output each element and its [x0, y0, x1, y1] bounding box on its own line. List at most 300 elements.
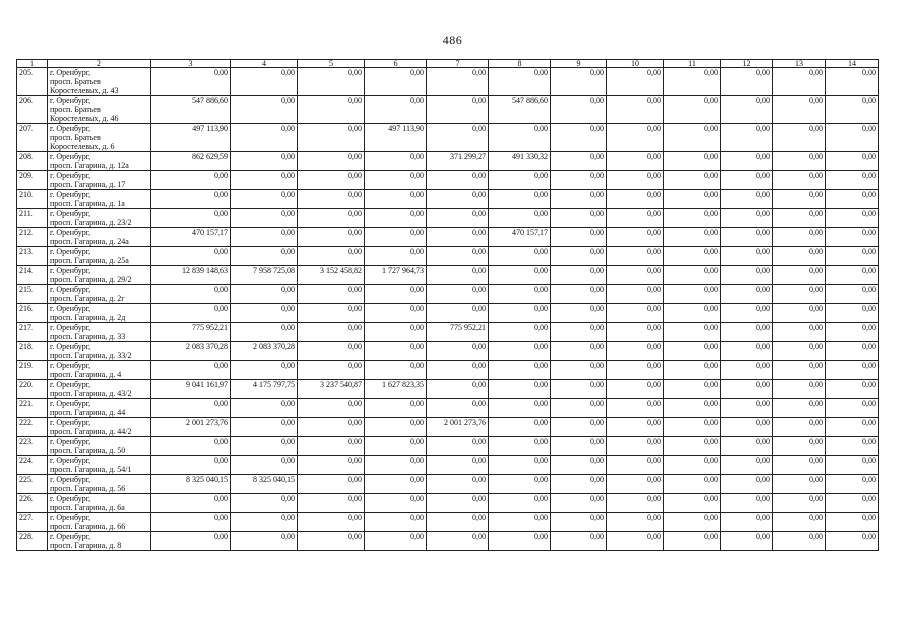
value-cell: 0,00 — [721, 418, 773, 437]
value-cell: 0,00 — [721, 323, 773, 342]
value-cell: 0,00 — [607, 323, 664, 342]
value-cell: 0,00 — [365, 456, 427, 475]
value-cell: 0,00 — [607, 342, 664, 361]
value-cell: 0,00 — [607, 304, 664, 323]
value-cell: 0,00 — [721, 380, 773, 399]
address-line: Коростелевых, д. 43 — [50, 86, 119, 95]
value-cell: 491 330,32 — [489, 152, 551, 171]
address-line: просп. Гагарина, д. 44 — [50, 408, 126, 417]
column-header: 3 — [151, 60, 231, 68]
value-cell: 0,00 — [231, 361, 298, 380]
table-row — [17, 304, 879, 323]
value-cell: 0,00 — [365, 494, 427, 513]
row-number: 206. — [17, 96, 48, 124]
value-cell: 0,00 — [826, 456, 879, 475]
value-cell: 0,00 — [427, 96, 489, 124]
value-cell: 0,00 — [826, 361, 879, 380]
value-cell: 0,00 — [551, 68, 607, 96]
value-cell: 0,00 — [365, 228, 427, 247]
address-cell — [48, 456, 151, 475]
value-cell: 0,00 — [298, 532, 365, 551]
table-row — [17, 532, 879, 551]
value-cell: 0,00 — [231, 124, 298, 152]
address-line: просп. Гагарина, д. 33/2 — [50, 351, 132, 360]
value-cell: 0,00 — [365, 304, 427, 323]
table-row — [17, 418, 879, 437]
address-line: г. Оренбург, — [50, 247, 91, 256]
value-cell: 0,00 — [231, 494, 298, 513]
value-cell: 0,00 — [365, 475, 427, 494]
value-cell: 0,00 — [489, 285, 551, 304]
row-number: 219. — [17, 361, 48, 380]
value-cell: 0,00 — [826, 171, 879, 190]
value-cell: 0,00 — [551, 494, 607, 513]
row-number: 222. — [17, 418, 48, 437]
value-cell: 0,00 — [826, 96, 879, 124]
address-line: просп. Гагарина, д. 6а — [50, 503, 125, 512]
row-number: 210. — [17, 190, 48, 209]
address-line: просп. Гагарина, д. 2г — [50, 294, 125, 303]
value-cell: 0,00 — [826, 152, 879, 171]
value-cell: 497 113,90 — [151, 124, 231, 152]
value-cell: 0,00 — [427, 513, 489, 532]
value-cell: 0,00 — [664, 247, 721, 266]
value-cell: 0,00 — [721, 304, 773, 323]
value-cell: 0,00 — [298, 190, 365, 209]
value-cell: 0,00 — [773, 361, 826, 380]
value-cell: 0,00 — [151, 437, 231, 456]
value-cell: 0,00 — [231, 323, 298, 342]
address-cell — [48, 266, 151, 285]
value-cell: 0,00 — [427, 190, 489, 209]
address-cell — [48, 532, 151, 551]
value-cell: 0,00 — [427, 171, 489, 190]
address-line: просп. Гагарина, д. 4 — [50, 370, 122, 379]
value-cell: 0,00 — [551, 456, 607, 475]
value-cell: 1 727 964,73 — [365, 266, 427, 285]
table-row — [17, 266, 879, 285]
address-line: г. Оренбург, — [50, 228, 91, 237]
address-line: г. Оренбург, — [50, 124, 91, 133]
value-cell: 0,00 — [664, 437, 721, 456]
address-line: г. Оренбург, — [50, 209, 91, 218]
value-cell: 0,00 — [773, 323, 826, 342]
value-cell: 0,00 — [231, 68, 298, 96]
value-cell: 0,00 — [664, 418, 721, 437]
row-number: 226. — [17, 494, 48, 513]
value-cell: 0,00 — [664, 494, 721, 513]
row-number: 211. — [17, 209, 48, 228]
value-cell: 0,00 — [489, 437, 551, 456]
value-cell: 775 952,21 — [427, 323, 489, 342]
value-cell: 0,00 — [826, 285, 879, 304]
value-cell: 0,00 — [151, 513, 231, 532]
value-cell: 0,00 — [721, 247, 773, 266]
address-cell — [48, 68, 151, 96]
address-line: г. Оренбург, — [50, 399, 91, 408]
value-cell: 0,00 — [551, 124, 607, 152]
value-cell: 0,00 — [365, 437, 427, 456]
address-line: Коростелевых, д. 46 — [50, 114, 119, 123]
value-cell: 0,00 — [664, 456, 721, 475]
value-cell: 0,00 — [826, 399, 879, 418]
address-cell — [48, 228, 151, 247]
value-cell: 0,00 — [551, 209, 607, 228]
address-line: г. Оренбург, — [50, 380, 91, 389]
value-cell: 0,00 — [826, 475, 879, 494]
value-cell: 0,00 — [365, 96, 427, 124]
row-number: 224. — [17, 456, 48, 475]
value-cell: 0,00 — [826, 418, 879, 437]
column-header: 2 — [48, 60, 151, 68]
address-line: г. Оренбург, — [50, 456, 91, 465]
value-cell: 0,00 — [607, 437, 664, 456]
value-cell: 0,00 — [721, 190, 773, 209]
value-cell: 0,00 — [664, 190, 721, 209]
value-cell: 0,00 — [607, 266, 664, 285]
address-line: г. Оренбург, — [50, 437, 91, 446]
value-cell: 0,00 — [298, 247, 365, 266]
value-cell: 0,00 — [427, 124, 489, 152]
value-cell: 0,00 — [298, 475, 365, 494]
value-cell: 0,00 — [427, 228, 489, 247]
address-line: г. Оренбург, — [50, 323, 91, 332]
value-cell: 0,00 — [489, 380, 551, 399]
value-cell: 0,00 — [551, 228, 607, 247]
value-cell: 2 083 370,28 — [151, 342, 231, 361]
value-cell: 0,00 — [664, 285, 721, 304]
value-cell: 0,00 — [607, 285, 664, 304]
address-line: просп. Гагарина, д. 50 — [50, 446, 126, 455]
address-line: г. Оренбург, — [50, 285, 91, 294]
row-number: 217. — [17, 323, 48, 342]
address-line: г. Оренбург, — [50, 266, 91, 275]
value-cell: 0,00 — [489, 342, 551, 361]
value-cell: 0,00 — [826, 228, 879, 247]
value-cell: 0,00 — [664, 513, 721, 532]
value-cell: 0,00 — [551, 304, 607, 323]
column-header: 9 — [551, 60, 607, 68]
address-line: просп. Братьев — [50, 133, 101, 142]
value-cell: 0,00 — [773, 266, 826, 285]
value-cell: 0,00 — [773, 209, 826, 228]
value-cell: 0,00 — [489, 494, 551, 513]
value-cell: 0,00 — [607, 209, 664, 228]
address-cell — [48, 152, 151, 171]
value-cell: 0,00 — [489, 399, 551, 418]
table-row — [17, 323, 879, 342]
table-row — [17, 437, 879, 456]
value-cell: 0,00 — [773, 247, 826, 266]
row-number: 215. — [17, 285, 48, 304]
value-cell: 0,00 — [826, 342, 879, 361]
value-cell: 0,00 — [773, 494, 826, 513]
address-cell — [48, 361, 151, 380]
address-cell — [48, 475, 151, 494]
address-line: г. Оренбург, — [50, 513, 91, 522]
value-cell: 0,00 — [826, 513, 879, 532]
address-cell — [48, 437, 151, 456]
value-cell: 0,00 — [231, 190, 298, 209]
value-cell: 0,00 — [773, 532, 826, 551]
value-cell: 0,00 — [664, 475, 721, 494]
value-cell: 0,00 — [721, 152, 773, 171]
value-cell: 0,00 — [298, 96, 365, 124]
value-cell: 0,00 — [427, 361, 489, 380]
address-cell — [48, 323, 151, 342]
value-cell: 0,00 — [773, 171, 826, 190]
address-cell — [48, 513, 151, 532]
value-cell: 0,00 — [489, 456, 551, 475]
address-line: просп. Гагарина, д. 12а — [50, 161, 129, 170]
address-line: г. Оренбург, — [50, 418, 91, 427]
value-cell: 0,00 — [664, 304, 721, 323]
value-cell: 0,00 — [365, 247, 427, 266]
value-cell: 0,00 — [721, 266, 773, 285]
value-cell: 0,00 — [365, 342, 427, 361]
address-line: просп. Гагарина, д. 2д — [50, 313, 126, 322]
value-cell: 0,00 — [664, 209, 721, 228]
value-cell: 0,00 — [427, 532, 489, 551]
value-cell: 0,00 — [151, 171, 231, 190]
value-cell: 0,00 — [427, 342, 489, 361]
value-cell: 0,00 — [607, 68, 664, 96]
value-cell: 0,00 — [664, 171, 721, 190]
value-cell: 497 113,90 — [365, 124, 427, 152]
value-cell: 775 952,21 — [151, 323, 231, 342]
column-header: 8 — [489, 60, 551, 68]
value-cell: 0,00 — [551, 247, 607, 266]
value-cell: 0,00 — [489, 361, 551, 380]
value-cell: 0,00 — [151, 532, 231, 551]
value-cell: 0,00 — [773, 152, 826, 171]
column-header: 12 — [721, 60, 773, 68]
row-number: 205. — [17, 68, 48, 96]
value-cell: 0,00 — [231, 437, 298, 456]
value-cell: 0,00 — [231, 247, 298, 266]
value-cell: 0,00 — [231, 456, 298, 475]
value-cell: 0,00 — [664, 380, 721, 399]
value-cell: 0,00 — [773, 399, 826, 418]
value-cell: 0,00 — [773, 475, 826, 494]
value-cell: 0,00 — [826, 323, 879, 342]
value-cell: 0,00 — [773, 304, 826, 323]
address-line: просп. Гагарина, д. 8 — [50, 541, 122, 550]
value-cell: 0,00 — [489, 323, 551, 342]
value-cell: 0,00 — [427, 68, 489, 96]
value-cell: 0,00 — [551, 513, 607, 532]
value-cell: 0,00 — [551, 361, 607, 380]
value-cell: 0,00 — [551, 152, 607, 171]
column-header: 10 — [607, 60, 664, 68]
column-header: 14 — [826, 60, 879, 68]
value-cell: 0,00 — [427, 399, 489, 418]
value-cell: 0,00 — [721, 228, 773, 247]
value-cell: 0,00 — [607, 228, 664, 247]
value-cell: 0,00 — [298, 228, 365, 247]
value-cell: 0,00 — [365, 532, 427, 551]
value-cell: 0,00 — [826, 380, 879, 399]
value-cell: 0,00 — [231, 532, 298, 551]
value-cell: 0,00 — [664, 228, 721, 247]
value-cell: 0,00 — [298, 342, 365, 361]
value-cell: 0,00 — [664, 361, 721, 380]
address-cell — [48, 494, 151, 513]
row-number: 225. — [17, 475, 48, 494]
address-line: г. Оренбург, — [50, 68, 91, 77]
value-cell: 0,00 — [298, 152, 365, 171]
value-cell: 8 325 040,15 — [231, 475, 298, 494]
address-line: просп. Гагарина, д. 43/2 — [50, 389, 132, 398]
data-table — [16, 59, 879, 551]
value-cell: 0,00 — [231, 513, 298, 532]
value-cell: 0,00 — [664, 152, 721, 171]
table-row — [17, 171, 879, 190]
value-cell: 0,00 — [721, 68, 773, 96]
value-cell: 0,00 — [773, 437, 826, 456]
value-cell: 0,00 — [298, 304, 365, 323]
address-line: г. Оренбург, — [50, 190, 91, 199]
value-cell: 3 237 540,87 — [298, 380, 365, 399]
value-cell: 0,00 — [664, 124, 721, 152]
value-cell: 0,00 — [721, 513, 773, 532]
value-cell: 0,00 — [298, 285, 365, 304]
address-line: просп. Гагарина, д. 23/2 — [50, 218, 132, 227]
value-cell: 0,00 — [151, 399, 231, 418]
column-header: 7 — [427, 60, 489, 68]
address-cell — [48, 399, 151, 418]
value-cell: 0,00 — [607, 190, 664, 209]
address-cell — [48, 209, 151, 228]
value-cell: 0,00 — [607, 456, 664, 475]
value-cell: 0,00 — [721, 494, 773, 513]
row-number: 208. — [17, 152, 48, 171]
value-cell: 0,00 — [298, 513, 365, 532]
value-cell: 0,00 — [826, 247, 879, 266]
value-cell: 0,00 — [365, 323, 427, 342]
value-cell: 0,00 — [151, 285, 231, 304]
value-cell: 0,00 — [607, 399, 664, 418]
value-cell: 0,00 — [773, 190, 826, 209]
value-cell: 0,00 — [773, 418, 826, 437]
value-cell: 0,00 — [607, 532, 664, 551]
value-cell: 0,00 — [551, 171, 607, 190]
value-cell: 0,00 — [721, 209, 773, 228]
value-cell: 0,00 — [231, 418, 298, 437]
value-cell: 371 299,27 — [427, 152, 489, 171]
address-line: просп. Гагарина, д. 56 — [50, 484, 126, 493]
table-row — [17, 342, 879, 361]
value-cell: 0,00 — [551, 266, 607, 285]
value-cell: 0,00 — [773, 342, 826, 361]
value-cell: 0,00 — [607, 96, 664, 124]
value-cell: 4 175 797,75 — [231, 380, 298, 399]
value-cell: 0,00 — [489, 418, 551, 437]
value-cell: 0,00 — [721, 456, 773, 475]
value-cell: 2 001 273,76 — [427, 418, 489, 437]
value-cell: 0,00 — [489, 304, 551, 323]
value-cell: 0,00 — [721, 361, 773, 380]
value-cell: 8 325 040,15 — [151, 475, 231, 494]
row-number: 221. — [17, 399, 48, 418]
value-cell: 0,00 — [151, 68, 231, 96]
value-cell: 0,00 — [826, 266, 879, 285]
address-line: г. Оренбург, — [50, 532, 91, 541]
column-header: 1 — [17, 60, 48, 68]
value-cell: 0,00 — [298, 323, 365, 342]
table-row — [17, 456, 879, 475]
value-cell: 0,00 — [721, 532, 773, 551]
table-row — [17, 124, 879, 152]
value-cell: 0,00 — [427, 285, 489, 304]
value-cell: 0,00 — [231, 228, 298, 247]
value-cell: 0,00 — [427, 209, 489, 228]
value-cell: 0,00 — [551, 285, 607, 304]
value-cell: 0,00 — [551, 190, 607, 209]
value-cell: 0,00 — [826, 304, 879, 323]
value-cell: 0,00 — [151, 361, 231, 380]
column-header: 11 — [664, 60, 721, 68]
value-cell: 0,00 — [551, 342, 607, 361]
value-cell: 0,00 — [365, 361, 427, 380]
value-cell: 1 627 823,35 — [365, 380, 427, 399]
value-cell: 0,00 — [607, 124, 664, 152]
value-cell: 0,00 — [231, 96, 298, 124]
value-cell: 0,00 — [489, 513, 551, 532]
value-cell: 0,00 — [151, 456, 231, 475]
value-cell: 12 839 148,63 — [151, 266, 231, 285]
value-cell: 0,00 — [298, 494, 365, 513]
table-row — [17, 513, 879, 532]
row-number: 220. — [17, 380, 48, 399]
address-line: просп. Гагарина, д. 25а — [50, 256, 129, 265]
value-cell: 0,00 — [298, 171, 365, 190]
row-number: 216. — [17, 304, 48, 323]
address-cell — [48, 304, 151, 323]
address-line: г. Оренбург, — [50, 171, 91, 180]
value-cell: 0,00 — [489, 475, 551, 494]
value-cell: 0,00 — [489, 532, 551, 551]
value-cell: 0,00 — [365, 171, 427, 190]
value-cell: 862 629,59 — [151, 152, 231, 171]
row-number: 213. — [17, 247, 48, 266]
header-row — [17, 60, 879, 68]
value-cell: 0,00 — [427, 437, 489, 456]
value-cell: 0,00 — [826, 494, 879, 513]
address-line: просп. Гагарина, д. 1а — [50, 199, 125, 208]
address-line: г. Оренбург, — [50, 494, 91, 503]
value-cell: 0,00 — [826, 190, 879, 209]
table-row — [17, 96, 879, 124]
table-row — [17, 285, 879, 304]
value-cell: 0,00 — [721, 124, 773, 152]
value-cell: 0,00 — [721, 96, 773, 124]
value-cell: 0,00 — [427, 266, 489, 285]
address-line: просп. Гагарина, д. 66 — [50, 522, 126, 531]
value-cell: 0,00 — [551, 96, 607, 124]
value-cell: 0,00 — [231, 171, 298, 190]
address-line: просп. Гагарина, д. 17 — [50, 180, 126, 189]
value-cell: 0,00 — [826, 209, 879, 228]
address-line: Коростелевых, д. 6 — [50, 142, 115, 151]
value-cell: 0,00 — [773, 456, 826, 475]
address-line: просп. Гагарина, д. 54/1 — [50, 465, 132, 474]
value-cell: 2 001 273,76 — [151, 418, 231, 437]
address-line: просп. Братьев — [50, 77, 101, 86]
row-number: 212. — [17, 228, 48, 247]
value-cell: 0,00 — [664, 68, 721, 96]
address-line: г. Оренбург, — [50, 152, 91, 161]
